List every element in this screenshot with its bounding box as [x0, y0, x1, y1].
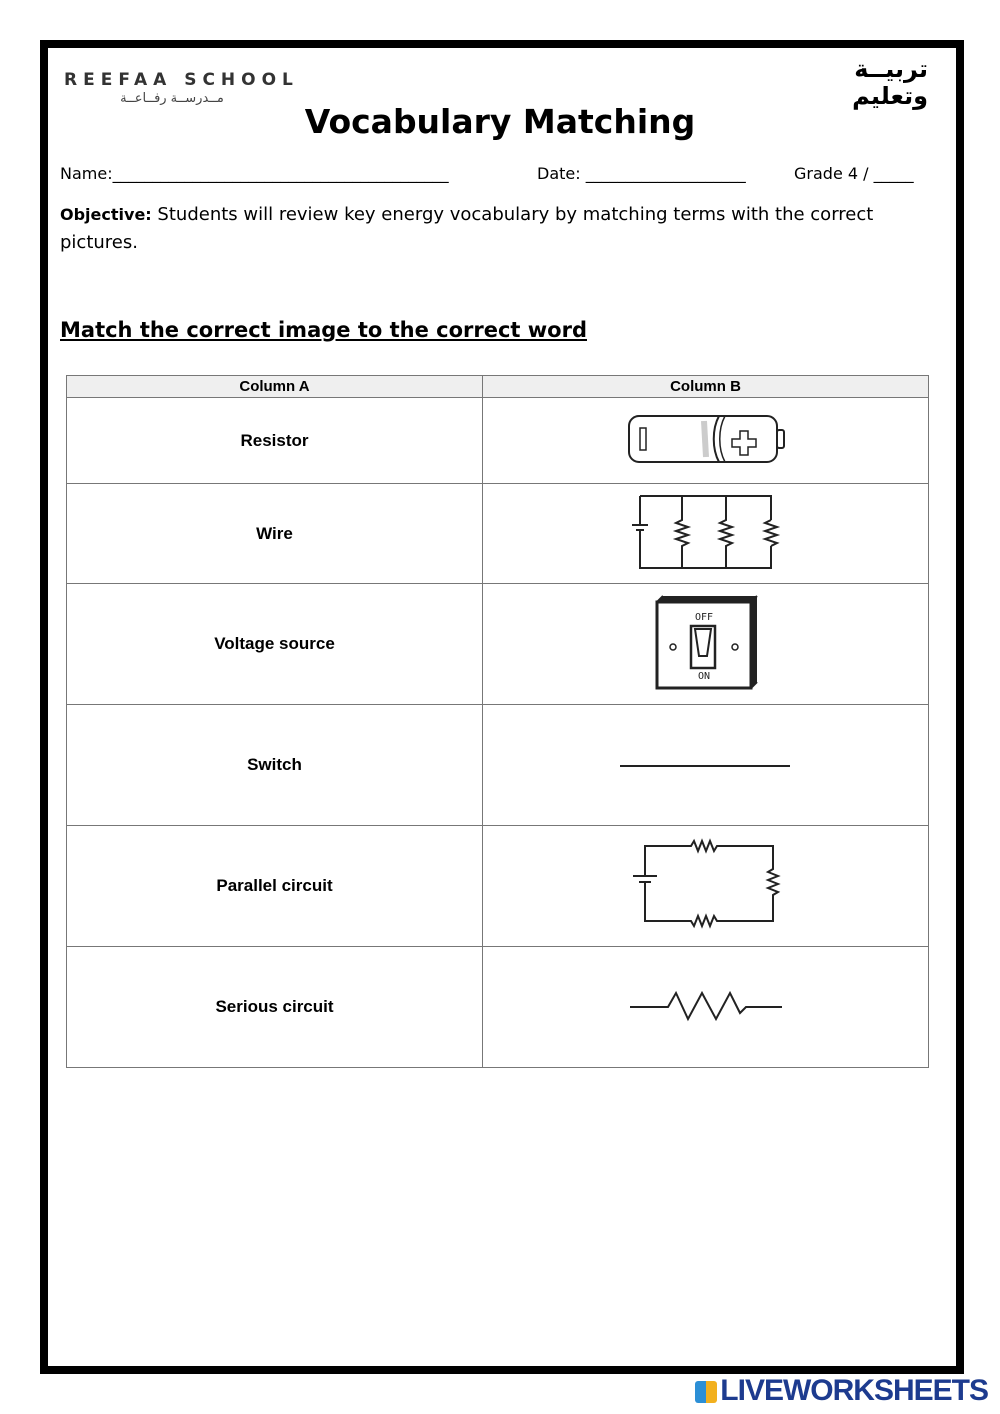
series-circuit-icon — [629, 836, 783, 932]
date-label: Date: — [537, 164, 581, 183]
ministry-logo-line1: تربيــة — [854, 55, 928, 83]
image-cell[interactable] — [483, 484, 929, 584]
objective — [60, 201, 890, 257]
grade-field[interactable] — [794, 164, 914, 183]
column-b-header: Column B — [483, 376, 929, 398]
term-parallel-circuit[interactable]: Parallel circuit — [216, 876, 333, 895]
battery-icon — [626, 411, 786, 467]
image-cell[interactable] — [483, 584, 929, 705]
table-row — [67, 484, 929, 584]
objective-text: Students will review key energy vocabulary by matching terms with the correct pictures. — [60, 204, 874, 253]
table-row — [67, 947, 929, 1068]
parallel-circuit-icon — [631, 492, 781, 572]
image-cell[interactable] — [483, 947, 929, 1068]
image-cell[interactable] — [483, 705, 929, 826]
term-voltage-source[interactable]: Voltage source — [214, 634, 335, 653]
column-a-header: Column A — [67, 376, 483, 398]
page-title: Vocabulary Matching — [304, 102, 696, 141]
grade-blank: _____ — [873, 164, 914, 183]
table-row — [67, 398, 929, 484]
image-cell[interactable] — [483, 398, 929, 484]
matching-table — [66, 375, 929, 1068]
liveworksheets-watermark — [695, 1374, 988, 1408]
resistor-icon — [628, 987, 784, 1023]
term-switch[interactable]: Switch — [247, 755, 302, 774]
name-field[interactable] — [60, 164, 449, 183]
light-switch-icon — [653, 592, 759, 692]
date-blank: ____________________ — [585, 164, 746, 183]
term-resistor[interactable]: Resistor — [240, 430, 309, 450]
table-row — [67, 584, 929, 705]
objective-label: Objective: — [60, 205, 152, 224]
svg-text:ON: ON — [697, 671, 710, 682]
name-label: Name: — [60, 164, 113, 183]
table-row — [67, 705, 929, 826]
instruction-heading: Match the correct image to the correct word — [60, 318, 587, 342]
date-field[interactable] — [537, 164, 746, 183]
ministry-logo-line2: وتعليم — [852, 82, 928, 110]
liveworksheets-logo-icon — [695, 1381, 717, 1403]
term-serious-circuit[interactable]: Serious circuit — [215, 997, 334, 1016]
school-logo — [64, 70, 304, 106]
term-wire[interactable]: Wire — [256, 523, 293, 543]
wire-icon — [618, 761, 794, 771]
school-name-ar: مــدرســة رفــاعــة — [120, 91, 224, 106]
image-cell[interactable] — [483, 826, 929, 947]
watermark-text: LIVEWORKSHEETS — [720, 1374, 988, 1407]
grade-label: Grade 4 / — [794, 164, 869, 183]
school-name-en: REEFAA SCHOOL — [64, 70, 299, 90]
table-header-row — [67, 376, 929, 398]
table-row — [67, 826, 929, 947]
svg-text:OFF: OFF — [694, 612, 713, 623]
name-blank: __________________________________________ — [112, 164, 449, 183]
